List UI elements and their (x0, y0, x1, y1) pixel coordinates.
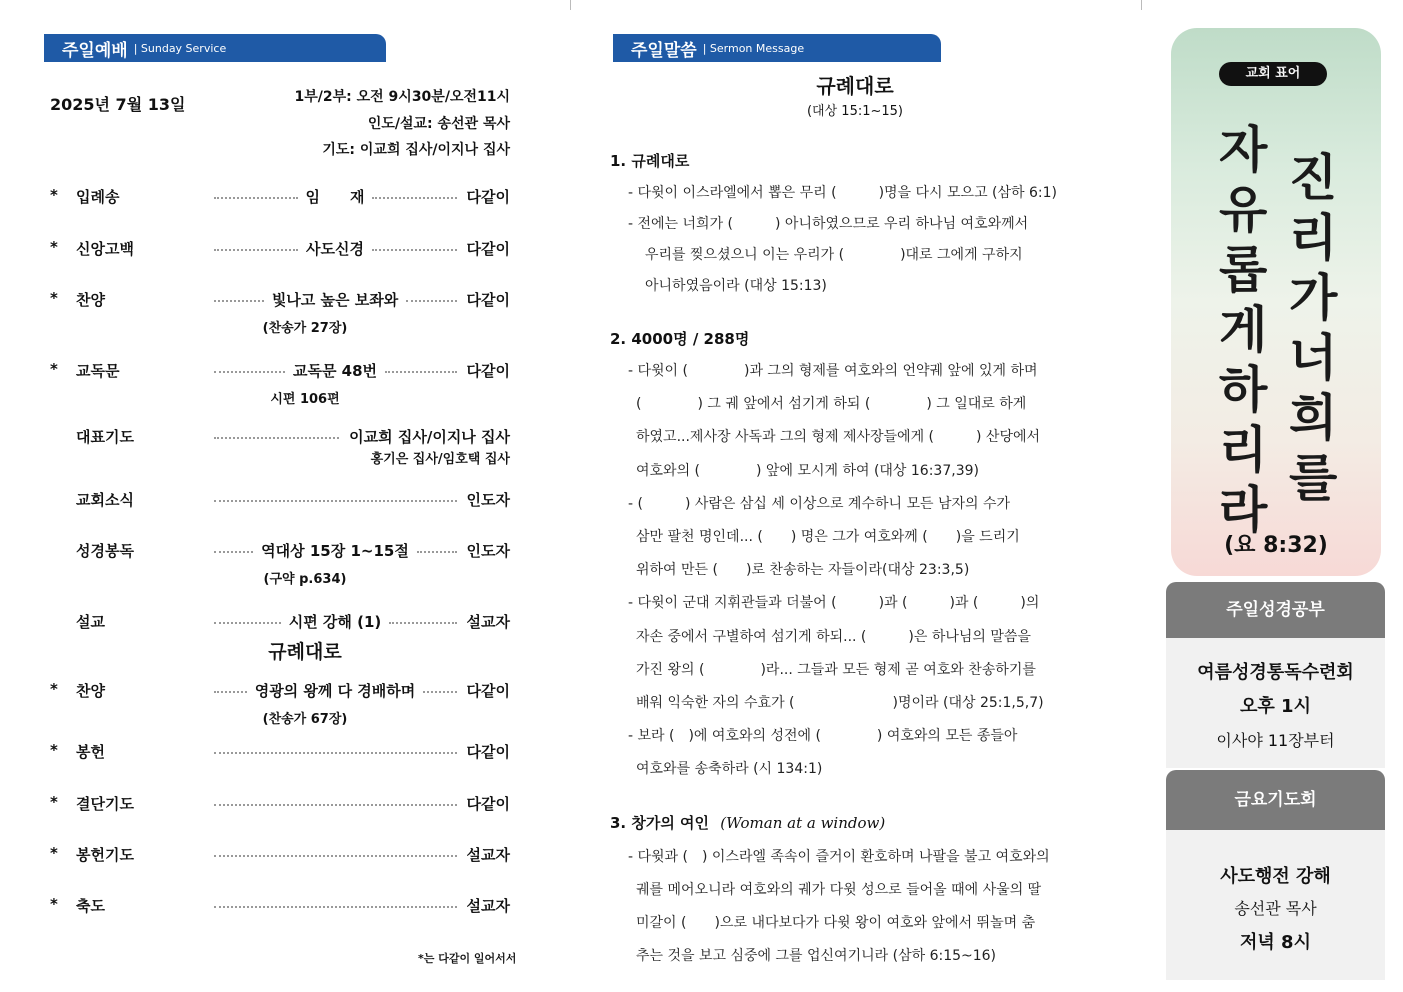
standing-mark: * (50, 680, 58, 698)
fold-mark-1 (570, 0, 571, 10)
program-responsible: 다같이 (466, 291, 510, 309)
section-1-title: 1. 규례대로 (610, 152, 690, 170)
program-responsible: 다같이 (466, 682, 510, 700)
dotted-leader (423, 691, 456, 693)
motto-char: 라 (1219, 481, 1268, 539)
friday-prayer-time: 저녁 8시 (1240, 932, 1311, 953)
section-2-title: 2. 4000명 / 288명 (610, 330, 750, 348)
dotted-leader (214, 197, 298, 199)
sunday-service-header (44, 34, 386, 62)
program-label: 신앙고백 (76, 240, 134, 258)
program-row (50, 186, 510, 208)
motto-char: 자 (1219, 121, 1268, 179)
bible-study-box (1166, 638, 1385, 768)
dotted-leader (214, 622, 281, 624)
program-row (50, 489, 510, 511)
sermon-line: 우리를 찢으셨으니 이는 우리가 ( )대로 그에게 구하지 (645, 247, 1023, 263)
section-3-title-ko: 3. 창가의 여인 (610, 814, 710, 832)
motto-char: 게 (1219, 301, 1268, 359)
dotted-leader (214, 855, 457, 857)
sermon-line: 궤를 메어오니라 여호와의 궤가 다윗 성으로 들어올 때에 사울의 딸 (636, 882, 1042, 898)
program-sub: 홍기은 집사/임호택 집사 (370, 452, 510, 467)
program-label: 교회소식 (76, 491, 134, 509)
sermon-line: 미갈이 ( )으로 내다보다가 다윗 왕이 여호와 앞에서 뛰놀며 춤 (636, 915, 1036, 931)
program-responsible: 다같이 (466, 795, 510, 813)
dotted-leader (372, 197, 456, 199)
service-leader: 인도/설교: 송선관 목사 (367, 116, 510, 132)
dotted-leader (372, 249, 457, 251)
program-row (50, 611, 510, 633)
standing-mark: * (50, 844, 58, 862)
standing-mark: * (50, 741, 58, 759)
program-row (50, 360, 510, 382)
header-title: 주일예배 (62, 40, 128, 61)
sermon-line: 여호와를 송축하라 (시 134:1) (636, 761, 823, 778)
program-responsible: 인도자 (466, 491, 510, 509)
program-item: 빛나고 높은 보좌와 (271, 291, 399, 309)
program-sub: 시편 106편 (270, 392, 340, 407)
motto-char: 를 (1289, 449, 1338, 507)
program-responsible: 다같이 (466, 188, 510, 206)
standing-mark: * (50, 238, 58, 256)
section-3-title (610, 812, 885, 833)
dotted-leader (214, 691, 247, 693)
dotted-leader (214, 371, 285, 373)
header-subtitle: | Sunday Service (133, 41, 227, 55)
program-sub: (구약 p.634) (263, 572, 347, 587)
program-responsible: 이교희 집사/이지나 집사 (349, 428, 510, 446)
sermon-line: 자손 중에서 구별하여 섬기게 하되... ( )은 하나님의 말씀을 (636, 628, 1031, 645)
bible-study-time: 오후 1시 (1240, 696, 1311, 717)
program-label: 교독문 (76, 362, 120, 380)
footnote: *는 다같이 일어서서 (418, 952, 517, 965)
header-subtitle: | Sermon Message (702, 41, 805, 55)
dotted-leader (214, 804, 457, 806)
dotted-leader (214, 551, 253, 553)
sermon-line: 삼만 팔천 명인데... ( ) 명은 그가 여호와께 ( )을 드리기 (636, 529, 1020, 545)
bible-study-title: 주일성경공부 (1166, 582, 1385, 638)
program-row (50, 793, 510, 815)
program-label: 설교 (76, 613, 105, 631)
sermon-line: - 다윗이 이스라엘에서 뽑은 무리 ( )명을 다시 모으고 (삼하 6:1) (628, 185, 1058, 201)
program-item: 영광의 왕께 다 경배하며 (254, 682, 416, 700)
program-row (50, 289, 510, 311)
program-item: 교독문 48번 (292, 362, 378, 380)
program-row (50, 540, 510, 562)
standing-mark: * (50, 793, 58, 811)
fold-mark-2 (1141, 0, 1142, 10)
motto-column-left (1219, 120, 1267, 540)
sermon-line: ( ) 그 궤 앞에서 섬기게 하되 ( ) 그 일대로 하게 (636, 396, 1027, 413)
program-sub: (찬송가 67장) (262, 712, 348, 727)
motto-char: 너 (1289, 329, 1338, 387)
sermon-line: 위하여 만든 ( )로 찬송하는 자들이라(대상 23:3,5) (636, 562, 970, 579)
motto-char: 진 (1289, 149, 1338, 207)
motto-column-right (1289, 148, 1337, 508)
program-row (50, 741, 510, 763)
dotted-leader (214, 752, 457, 754)
dotted-leader (214, 437, 339, 439)
sermon-line: - 다윗이 군대 지휘관들과 더불어 ( )과 ( )과 ( )의 (628, 595, 1040, 612)
program-label: 결단기도 (76, 795, 134, 813)
program-item: 역대상 15장 1~15절 (261, 542, 409, 560)
sermon-line: - ( ) 사람은 삼십 세 이상으로 계수하니 모든 남자의 수가 (628, 495, 1011, 512)
sermon-line: 아니하였음이라 (대상 15:13) (645, 278, 827, 294)
motto-char: 하 (1219, 361, 1268, 419)
program-label: 대표기도 (76, 428, 134, 446)
sermon-line: - 다윗과 ( ) 이스라엘 족속이 즐거이 환호하며 나팔을 불고 여호와의 (628, 849, 1050, 865)
program-row (50, 895, 510, 917)
dotted-leader (214, 249, 298, 251)
bible-study-text: 이사야 11장부터 (1216, 731, 1335, 750)
sermon-line: 하였고...제사장 사독과 그의 형제 제사장들에게 ( ) 산당에서 (636, 429, 1041, 446)
program-row (50, 238, 510, 260)
motto-char: 롭 (1219, 241, 1268, 299)
sermon-line: - 전에는 너희가 ( ) 아니하였으므로 우리 하나님 여호와께서 (628, 216, 1029, 232)
dotted-leader (406, 300, 456, 302)
sermon-message-header (613, 34, 941, 62)
standing-mark: * (50, 360, 58, 378)
program-label: 찬양 (76, 682, 105, 700)
sermon-title: 규례대로 (816, 74, 894, 98)
program-responsible: 설교자 (466, 897, 510, 915)
service-time: 1부/2부: 오전 9시30분/오전11시 (294, 89, 510, 105)
motto-char: 리 (1289, 209, 1338, 267)
motto-pill: 교회 표어 (1219, 62, 1327, 86)
sermon-line: 가진 왕의 ( )라... 그들과 모든 형제 곧 여호와 찬송하기를 (636, 661, 1036, 678)
dotted-leader (214, 500, 457, 502)
program-item: 시편 강해 (1) (288, 613, 382, 631)
program-label: 봉헌 (76, 743, 105, 761)
program-row (50, 844, 510, 866)
program-label: 찬양 (76, 291, 105, 309)
sermon-line: 추는 것을 보고 심중에 그를 업신여기니라 (삼하 6:15~16) (636, 948, 997, 964)
motto-char: 가 (1289, 269, 1338, 327)
program-label: 봉헌기도 (76, 846, 134, 864)
motto-char: 유 (1219, 181, 1268, 239)
program-row (50, 426, 510, 448)
dotted-leader (214, 906, 457, 908)
sermon-line: 여호와의 ( ) 앞에 모시게 하여 (대상 16:37,39) (636, 462, 979, 479)
standing-mark: * (50, 895, 58, 913)
program-responsible: 다같이 (466, 362, 510, 380)
program-label: 축도 (76, 897, 105, 915)
motto-char: 리 (1219, 421, 1268, 479)
program-responsible: 설교자 (466, 846, 510, 864)
program-item: 사도신경 (306, 240, 364, 258)
friday-prayer-topic: 사도행전 강해 (1220, 866, 1331, 887)
service-prayer: 기도: 이교희 집사/이지나 집사 (322, 142, 510, 158)
program-responsible: 다같이 (466, 743, 510, 761)
program-responsible: 인도자 (466, 542, 510, 560)
friday-prayer-title: 금요기도회 (1166, 770, 1385, 830)
church-motto-banner (1171, 28, 1381, 576)
header-title: 주일말씀 (631, 40, 697, 61)
dotted-leader (385, 371, 456, 373)
program-item: 임 재 (305, 188, 365, 206)
program-sub: (찬송가 27장) (262, 321, 348, 336)
sermon-line: 배워 익숙한 자의 수효가 ( )명이라 (대상 25:1,5,7) (636, 695, 1044, 711)
program-responsible: 설교자 (466, 613, 510, 631)
program-row (50, 680, 510, 702)
program-responsible: 다같이 (466, 240, 510, 258)
service-date: 2025년 7월 13일 (50, 95, 186, 114)
section-3-title-en: (Woman at a window) (720, 814, 886, 832)
program-sub: 규례대로 (268, 641, 342, 663)
sermon-reference: (대상 15:1~15) (806, 104, 904, 119)
dotted-leader (417, 551, 457, 553)
program-label: 성경봉독 (76, 542, 134, 560)
dotted-leader (389, 622, 456, 624)
sermon-line: - 보라 ( )에 여호와의 성전에 ( ) 여호와의 모든 종들아 (628, 728, 1018, 745)
dotted-leader (214, 300, 264, 302)
sermon-line: - 다윗이 ( )과 그의 형제를 여호와의 언약궤 앞에 있게 하며 (628, 363, 1038, 379)
program-label: 입례송 (76, 188, 120, 206)
standing-mark: * (50, 289, 58, 307)
motto-char: 희 (1289, 389, 1338, 447)
bible-study-event: 여름성경통독수련회 (1197, 662, 1354, 683)
friday-prayer-speaker: 송선관 목사 (1234, 899, 1317, 918)
motto-reference: (요 8:32) (1224, 533, 1328, 558)
standing-mark: * (50, 186, 58, 204)
friday-prayer-box (1166, 830, 1385, 980)
